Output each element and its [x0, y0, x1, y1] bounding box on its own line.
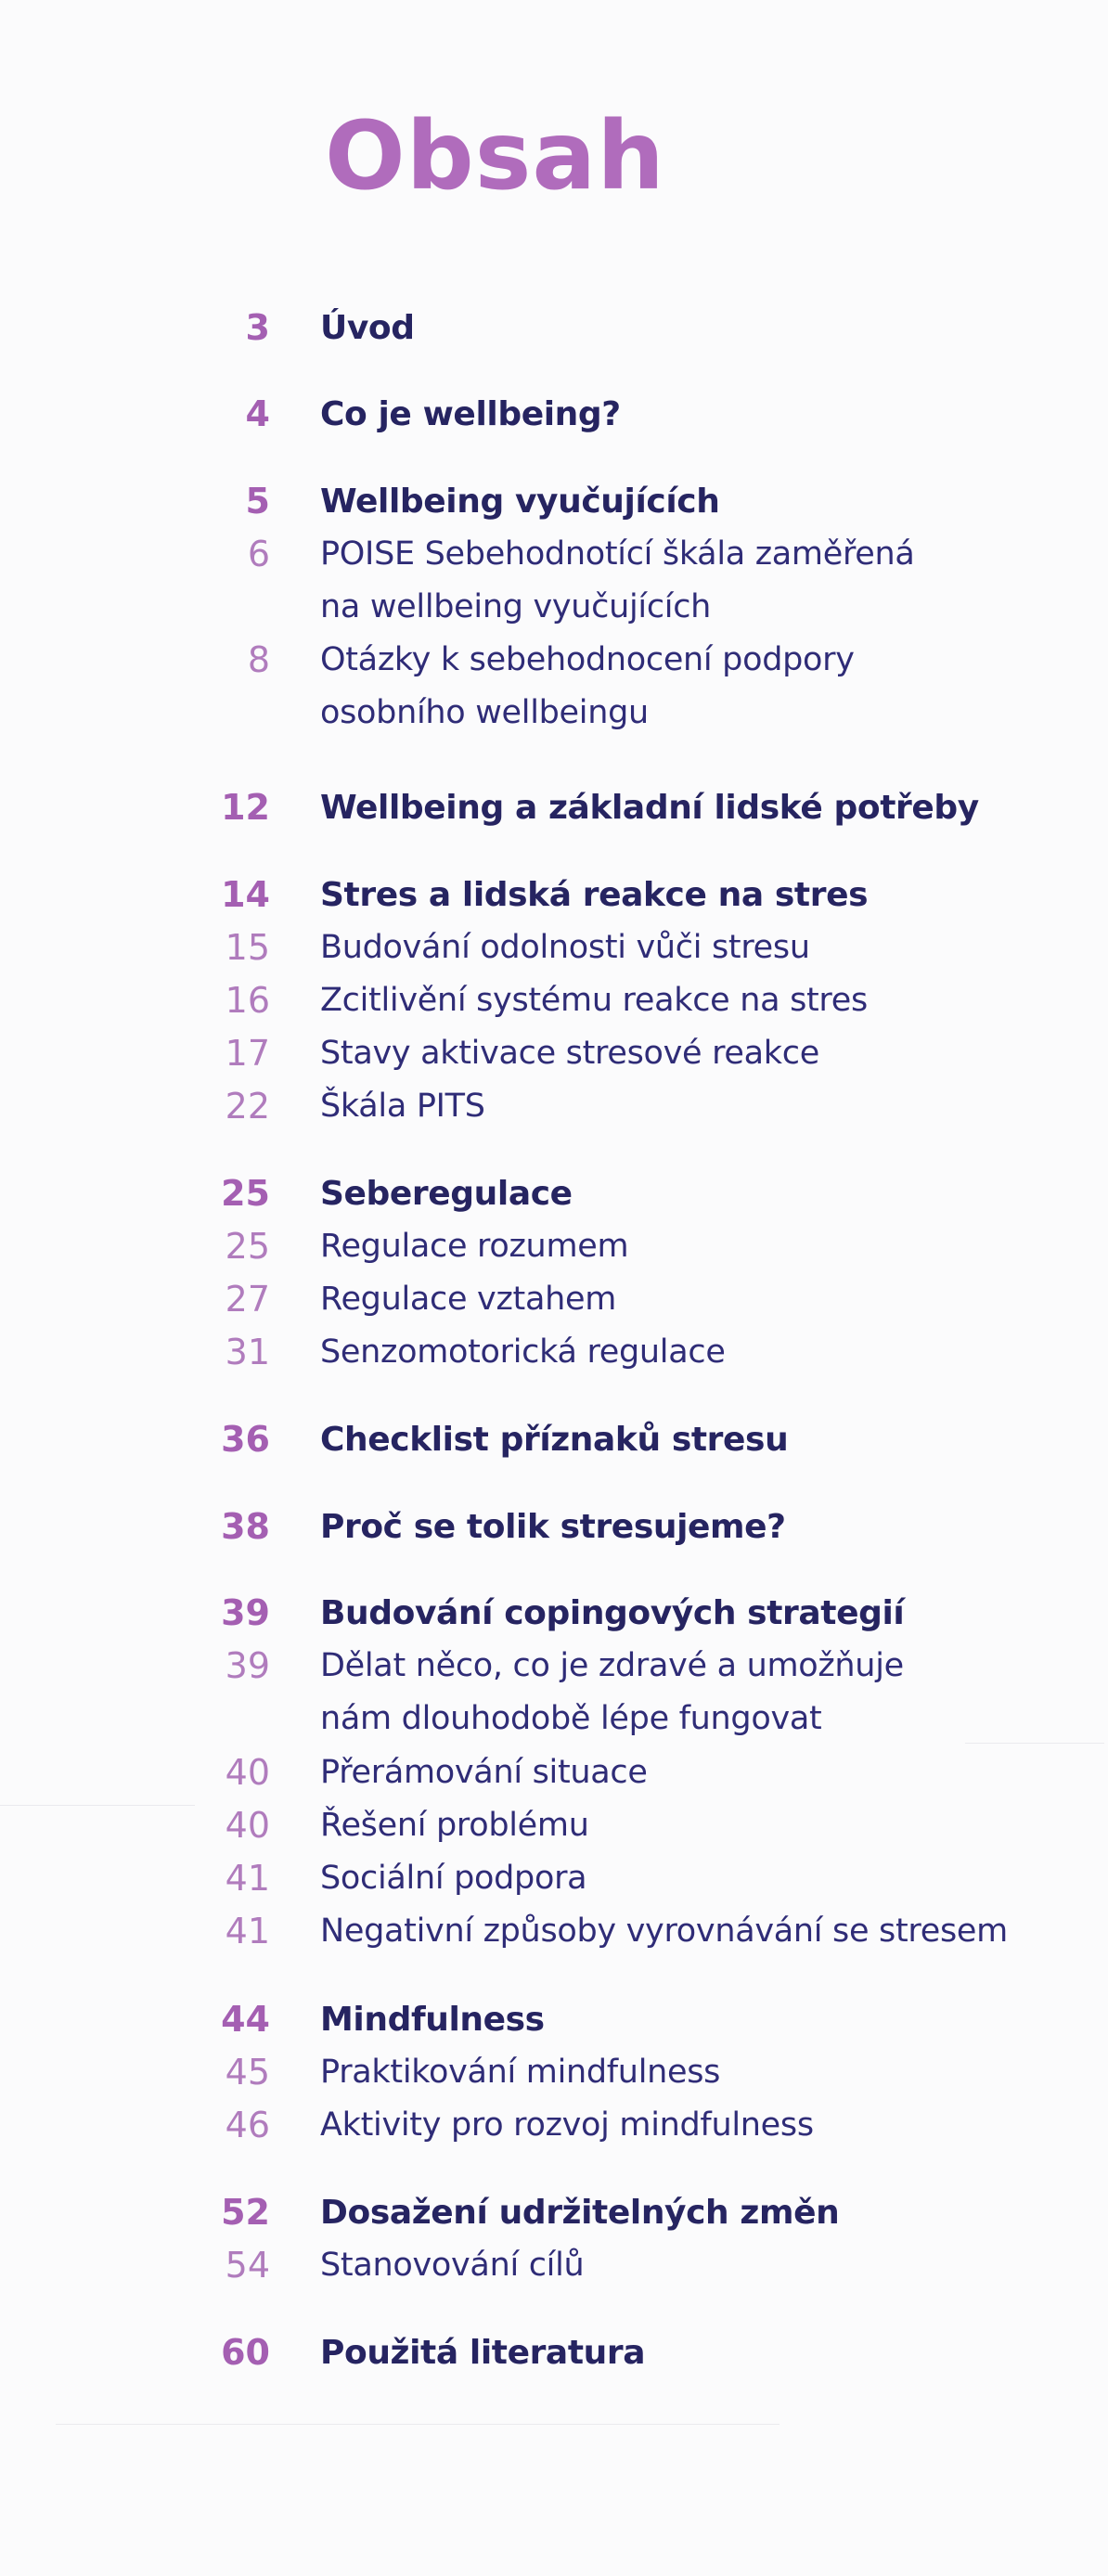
toc-page-number: 39	[221, 1592, 270, 1633]
toc-entry-title: Použitá literatura	[320, 2334, 646, 2372]
toc-entry-title: POISE Sebehodnotící škála zaměřená na wellbeing vyučujících	[320, 535, 915, 625]
toc-page-number: 5	[245, 481, 270, 522]
toc-page-number: 25	[225, 1226, 270, 1267]
toc-page-number: 52	[221, 2192, 270, 2233]
toc-page-number: 17	[225, 1033, 270, 1074]
toc-entry-title: Checklist příznaků stresu	[320, 1421, 789, 1459]
toc-entry-title: Mindfulness	[320, 2001, 545, 2039]
toc-page-number: 14	[221, 874, 270, 915]
toc-page-number: 45	[225, 2052, 270, 2093]
toc-page-number: 12	[221, 787, 270, 828]
toc-page-number: 38	[221, 1506, 270, 1547]
toc-entry-title: Zcitlivění systému reakce na stres	[320, 982, 868, 1019]
toc-page-number: 36	[221, 1419, 270, 1460]
toc-page-number: 6	[247, 534, 270, 574]
toc-page-number: 27	[225, 1279, 270, 1320]
toc-page-number: 41	[225, 1911, 270, 1951]
toc-entry-title: Dosažení udržitelných změn	[320, 2194, 840, 2232]
toc-entry-title: Seberegulace	[320, 1175, 573, 1213]
toc-page-number: 8	[247, 639, 270, 680]
toc-page-number: 31	[225, 1332, 270, 1372]
toc-page-number: 22	[225, 1086, 270, 1127]
toc-entry-title: Budování odolnosti vůči stresu	[320, 929, 810, 966]
toc-entry-title: Senzomotorická regulace	[320, 1333, 726, 1371]
toc-entry-title: Praktikování mindfulness	[320, 2054, 721, 2091]
toc-entry-title: Stavy aktivace stresové reakce	[320, 1035, 819, 1072]
toc-entry-title: Přerámování situace	[320, 1754, 648, 1791]
toc-entry-title: Wellbeing vyučujících	[320, 483, 720, 521]
toc-entry-title: Úvod	[320, 309, 415, 347]
toc-page-number: 39	[225, 1645, 270, 1686]
toc-page-number: 44	[221, 1999, 270, 2040]
toc-entry-title: Proč se tolik stresujeme?	[320, 1508, 786, 1546]
toc-page-number: 40	[225, 1752, 270, 1793]
toc-page-number: 54	[225, 2245, 270, 2286]
toc-entry-title: Škála PITS	[320, 1088, 485, 1125]
toc-entry-title: Co je wellbeing?	[320, 395, 621, 433]
toc-page-number: 25	[221, 1173, 270, 1214]
toc-page-number: 16	[225, 980, 270, 1021]
toc-entry-title: Sociální podpora	[320, 1860, 587, 1897]
toc-page-number: 4	[245, 393, 270, 434]
toc-page-number: 60	[221, 2332, 270, 2373]
toc-page-number: 3	[245, 307, 270, 348]
toc-entry-title: Regulace rozumem	[320, 1228, 629, 1265]
toc-entry-title: Dělat něco, co je zdravé a umožňuje nám dlouhodobě lépe fungovat	[320, 1647, 904, 1737]
toc-page-number: 40	[225, 1805, 270, 1846]
toc-entry-title: Regulace vztahem	[320, 1281, 617, 1318]
toc-entry-title: Aktivity pro rozvoj mindfulness	[320, 2106, 814, 2144]
toc-page-number: 41	[225, 1858, 270, 1899]
page-title: Obsah	[325, 101, 665, 212]
toc-page-number: 46	[225, 2105, 270, 2145]
toc-entry-title: Budování copingových strategií	[320, 1594, 905, 1632]
toc-entry-title: Stanovování cílů	[320, 2247, 585, 2284]
toc-entry-title: Řešení problému	[320, 1807, 589, 1844]
toc-entry-title: Stres a lidská reakce na stres	[320, 876, 869, 914]
toc-page-number: 15	[225, 927, 270, 968]
toc-entry-title: Otázky k sebehodnocení podpory osobního wellbeingu	[320, 641, 855, 731]
toc-entry-title: Wellbeing a základní lidské potřeby	[320, 789, 979, 827]
toc-entry-title: Negativní způsoby vyrovnávání se stresem	[320, 1913, 1008, 1950]
